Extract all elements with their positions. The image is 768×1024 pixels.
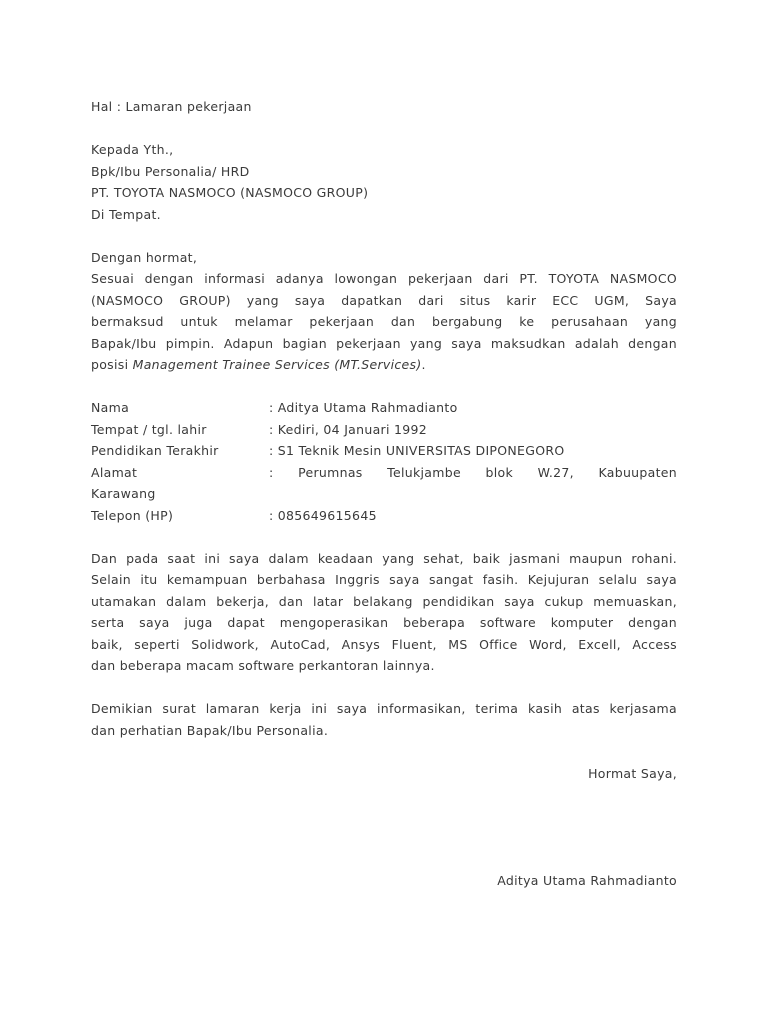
closing-line-2: dan perhatian Bapak/Ibu Personalia. [91, 722, 329, 738]
intro-line-4: Bapak/Ibu pimpin. Adapun bagian pekerjaan yang saya maksudkan adalah dengan [91, 335, 677, 351]
field-row-birth [91, 419, 677, 441]
field-row-education [91, 440, 677, 462]
letter-body [91, 96, 677, 892]
birth-value: : Kediri, 04 Januari 1992 [269, 421, 428, 437]
intro-position-prefix: posisi [91, 357, 133, 372]
skills-line-2: Selain itu kemampuan berbahasa Inggris saya sangat fasih. Kejujuran selalu saya [91, 572, 677, 587]
skills-line-3: utamakan dalam bekerja, dan latar belakang pendidikan saya cukup memuaskan, [91, 593, 677, 609]
skills-line-1: Dan pada saat ini saya dalam keadaan yang sehat, baik jasmani maupun rohani. [91, 550, 677, 566]
recipient-company: PT. TOYOTA NASMOCO (NASMOCO GROUP) [91, 185, 369, 200]
intro-paragraph [91, 268, 677, 376]
recipient-line-2: Bpk/Ibu Personalia/ HRD [91, 163, 250, 179]
birth-label: Tempat / tgl. lahir [91, 421, 207, 437]
address-continuation: Karawang [91, 486, 156, 501]
field-row-phone [91, 505, 677, 527]
recipient-line-1: Kepada Yth., [91, 142, 174, 157]
intro-line-5 [91, 354, 677, 376]
recipient-place: Di Tempat. [91, 206, 161, 222]
closing-paragraph [91, 698, 677, 741]
education-label: Pendidikan Terakhir [91, 443, 219, 458]
skills-line-5: baik, seperti Solidwork, AutoCad, Ansys Fluent, MS Office Word, Excell, Access [91, 636, 677, 652]
phone-label: Telepon (HP) [91, 507, 174, 523]
address-value: : Perumnas Telukjambe blok W.27, Kabuupaten [269, 464, 677, 480]
signature-name: Aditya Utama Rahmadianto [497, 873, 677, 888]
personal-details [91, 397, 677, 526]
recipient-block [91, 139, 677, 225]
intro-line-3: bermaksud untuk melamar pekerjaan dan bergabung ke perusahaan yang [91, 314, 677, 329]
signoff: Hormat Saya, [588, 765, 677, 781]
closing-line-1: Demikian surat lamaran kerja ini saya informasikan, terima kasih atas kerjasama [91, 701, 677, 716]
skills-paragraph [91, 548, 677, 677]
address-label: Alamat [91, 464, 138, 480]
field-row-name [91, 397, 677, 419]
field-row-address [91, 462, 677, 484]
intro-position-suffix: . [421, 357, 426, 372]
skills-line-6: dan beberapa macam software perkantoran lainnya. [91, 658, 435, 673]
education-value: : S1 Teknik Mesin UNIVERSITAS DIPONEGORO [269, 443, 565, 458]
skills-line-4: serta saya juga dapat mengoperasikan beberapa software komputer dengan [91, 615, 677, 630]
subject-line: Hal : Lamaran pekerjaan [91, 99, 252, 114]
greeting: Dengan hormat, [91, 249, 198, 265]
intro-line-1: Sesuai dengan informasi adanya lowongan pekerjaan dari PT. TOYOTA NASMOCO [91, 271, 677, 286]
name-value: : Aditya Utama Rahmadianto [269, 400, 458, 415]
name-label: Nama [91, 400, 130, 415]
position-title: Management Trainee Services (MT.Services) [132, 357, 422, 372]
phone-value: : 085649615645 [269, 507, 377, 523]
intro-line-2: (NASMOCO GROUP) yang saya dapatkan dari situs karir ECC UGM, Saya [91, 292, 677, 308]
